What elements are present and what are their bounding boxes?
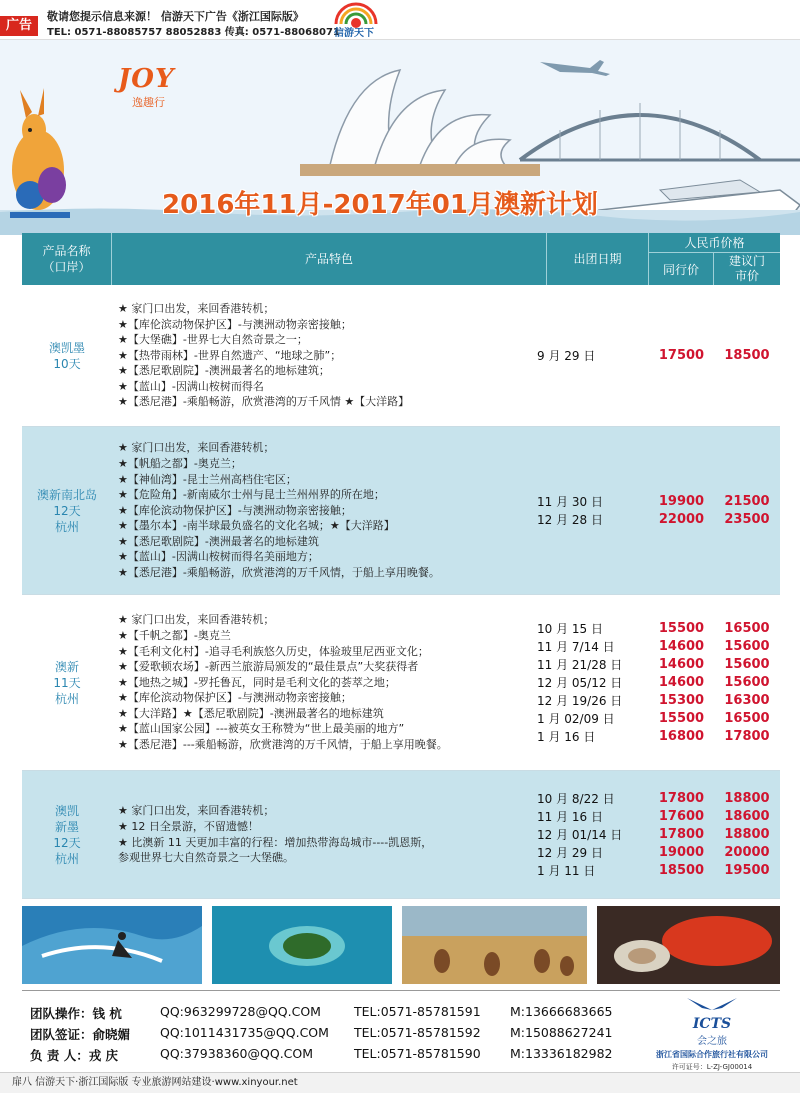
- header-peer-price: 同行价: [649, 253, 714, 285]
- peer-price-line: 22000: [658, 511, 705, 527]
- kangaroos-photo: [402, 906, 587, 984]
- retail-price: [714, 595, 780, 770]
- header-price-group: 人民币价格: [649, 233, 780, 253]
- product-name: [22, 771, 112, 898]
- departure-dates-line: 12 月 29 日: [537, 845, 603, 860]
- departure-dates-line: 12 月 05/12 日: [537, 675, 623, 690]
- retail-price-line: 20000: [724, 844, 770, 860]
- product-features-line: 参观世界七大自然奇景之一大堡礁。: [118, 851, 294, 865]
- contact-tel: TEL:0571-85781592: [354, 1025, 481, 1040]
- departure-dates: [537, 595, 649, 770]
- product-features: [118, 595, 548, 770]
- banner-title: 2016年11月-2017年01月澳新计划: [162, 190, 598, 220]
- banner: [0, 40, 800, 235]
- peer-price: [649, 285, 714, 426]
- departure-dates-line: 1 月 11 日: [537, 863, 596, 878]
- contact-list: [30, 1004, 630, 1067]
- table-row: [22, 285, 780, 427]
- product-features: [118, 771, 548, 898]
- contact-divider: [22, 990, 780, 991]
- retail-price-line: 18800: [724, 790, 770, 806]
- product-features-line: ★ 家门口出发，来回香港转机；: [118, 441, 275, 455]
- product-features-line: ★ 家门口出发，来回香港转机；: [118, 613, 275, 627]
- page-footer: 扉八 信游天下·浙江国际版 专业旅游网站建设·www.xinyour.net: [0, 1072, 800, 1093]
- peer-price-line: 15500: [658, 710, 705, 726]
- retail-price-line: 15600: [724, 674, 770, 690]
- retail-price-line: 16300: [724, 692, 770, 708]
- peer-price-line: 17800: [658, 826, 705, 842]
- product-features: [118, 427, 548, 594]
- contact-qq: QQ:37938360@QQ.COM: [160, 1046, 314, 1061]
- brand-name: JOY: [118, 64, 175, 94]
- product-features-line: ★ 家门口出发，来回香港转机；: [118, 804, 275, 818]
- product-name: [22, 427, 112, 594]
- contact-qq: QQ:1011431735@QQ.COM: [160, 1025, 329, 1040]
- contact-row: [30, 1004, 630, 1025]
- product-features-line: ★【蓝山】-因满山桉树而得名美丽地方；: [118, 550, 319, 564]
- ad-header: [0, 0, 800, 40]
- product-name: [22, 595, 112, 770]
- product-name-line: 10天: [53, 356, 81, 371]
- table-row: [22, 595, 780, 771]
- peer-price-line: 14600: [658, 674, 705, 690]
- itinerary-table: [22, 233, 780, 899]
- product-features-line: ★【毛利文化村】-追寻毛利族悠久历史，体验玻里尼西亚文化；: [118, 644, 429, 658]
- retail-price-line: 15600: [724, 656, 770, 672]
- product-features-line: ★【神仙湾】-昆士兰州高档住宅区；: [118, 472, 297, 486]
- product-features-line: ★【悉尼港】---乘船畅游，欣赏港湾的万千风情，于船上享用晚餐。: [118, 738, 448, 752]
- product-features-line: ★【悉尼歌剧院】-澳洲最著名的地标建筑；: [118, 364, 330, 378]
- peer-price-line: 19900: [658, 493, 705, 509]
- departure-dates-line: 1 月 16 日: [537, 729, 596, 744]
- product-features-line: ★【地热之城】-罗托鲁瓦，同时是毛利文化的荟萃之地；: [118, 675, 396, 689]
- product-features-line: ★【悉尼港】-乘船畅游，欣赏港湾的万千风情 ★【大洋路】: [118, 395, 410, 409]
- product-features-line: ★【大堡礁】-世界七大自然奇景之一；: [118, 333, 308, 347]
- peer-price-line: 17500: [658, 347, 705, 363]
- product-name-line: 杭州: [54, 691, 79, 706]
- table-row: [22, 771, 780, 899]
- wings-icon: [682, 996, 742, 1012]
- photo-strip: [22, 906, 780, 984]
- peer-price: [649, 771, 714, 898]
- table-row: [22, 427, 780, 595]
- product-name-line: 澳新: [54, 659, 79, 674]
- product-features-line: ★【热带雨林】-世界自然遗产、“地球之肺”；: [118, 348, 342, 362]
- peer-price-line: 16800: [658, 728, 705, 744]
- product-name: [22, 285, 112, 426]
- departure-dates-line: 11 月 7/14 日: [537, 639, 615, 654]
- departure-dates-line: 11 月 21/28 日: [537, 657, 623, 672]
- ad-tag: 广告: [0, 16, 38, 36]
- product-features-line: ★ 家门口出发，来回香港转机；: [118, 301, 275, 315]
- product-features-line: ★【蓝山国家公园】---被英女王称赞为“世上最美丽的地方”: [118, 722, 405, 736]
- departure-dates-line: 12 月 28 日: [537, 512, 603, 527]
- peer-price-line: 17600: [658, 808, 705, 824]
- peer-price-line: 17800: [658, 790, 705, 806]
- contact-tel: TEL:0571-85781590: [354, 1046, 481, 1061]
- product-features-line: ★【爱歌顿农场】-新西兰旅游局颁发的“最佳景点”大奖获得者: [118, 660, 419, 674]
- seafood-photo: [597, 906, 780, 984]
- contact-role: 团队操作：钱 杭: [30, 1006, 122, 1021]
- contact-tel: TEL:0571-85781591: [354, 1004, 481, 1019]
- ad-contact: TEL: 0571-88085757 88052883 传真: 0571-88068071: [47, 27, 340, 38]
- retail-price: [714, 427, 780, 594]
- product-features-line: ★【蓝山】-因满山桉树而得名: [118, 379, 264, 393]
- product-features-line: ★【库伦滨动物保护区】-与澳洲动物亲密接触；: [118, 317, 352, 331]
- ad-notice: 敬请您提示信息来源！ 信游天下广告《浙江国际版》: [47, 10, 304, 23]
- contact-role: 负 责 人：戎 庆: [30, 1048, 119, 1063]
- product-name-line: 澳新南北岛: [36, 487, 97, 502]
- retail-price: [714, 285, 780, 426]
- contact-row: [30, 1046, 630, 1067]
- product-features-line: ★【千帆之都】-奥克兰: [118, 628, 231, 642]
- peer-price-line: 14600: [658, 638, 705, 654]
- retail-price: [714, 771, 780, 898]
- departure-dates: [537, 285, 649, 426]
- departure-dates-line: 10 月 8/22 日: [537, 791, 615, 806]
- brand-logo: [118, 64, 175, 110]
- departure-dates: [537, 771, 649, 898]
- departure-dates-line: 9 月 29 日: [537, 348, 596, 363]
- peer-price: [649, 595, 714, 770]
- peer-price-line: 15500: [658, 620, 705, 636]
- peer-price: [649, 427, 714, 594]
- departure-dates-line: 1 月 02/09 日: [537, 711, 615, 726]
- departure-dates: [537, 427, 649, 594]
- header-retail-price: 建议门 市价: [728, 254, 765, 283]
- peer-price-line: 18500: [658, 862, 705, 878]
- product-features-line: ★【帆船之都】-奥克兰；: [118, 456, 242, 470]
- retail-price-line: 18600: [724, 808, 770, 824]
- product-name-line: 11天: [53, 675, 81, 690]
- product-name-line: 12天: [53, 503, 81, 518]
- departure-dates-line: 10 月 15 日: [537, 621, 603, 636]
- ad-logo-text: 信游天下: [334, 28, 374, 39]
- product-name-line: 澳凯墨: [48, 340, 85, 355]
- product-features-line: ★【危险角】-新南威尔士州与昆士兰州州界的所在地；: [118, 488, 385, 502]
- departure-dates-line: 11 月 30 日: [537, 494, 603, 509]
- contact-mobile: M:15088627241: [510, 1025, 613, 1040]
- retail-price-line: 16500: [724, 620, 770, 636]
- product-features-line: ★ 比澳新 11 天更加丰富的行程：增加热带海岛城市----凯恩斯，: [118, 835, 433, 849]
- agency-logo-text: ICTS: [692, 1016, 732, 1032]
- retail-price-line: 21500: [724, 493, 770, 509]
- retail-price-line: 18800: [724, 826, 770, 842]
- product-name-line: 杭州: [54, 851, 79, 866]
- departure-dates-line: 12 月 19/26 日: [537, 693, 623, 708]
- table-header: [22, 233, 780, 285]
- agency-name: 浙江省国际合作旅行社有限公司: [656, 1050, 768, 1059]
- product-name-line: 新墨: [54, 819, 79, 834]
- header-dates: 出团日期: [547, 233, 649, 285]
- header-product-name: 产品名称 （口岸）: [22, 233, 112, 285]
- product-name-line: 澳凯: [54, 803, 79, 818]
- header-features: 产品特色: [112, 233, 547, 285]
- contact-mobile: M:13336182982: [510, 1046, 613, 1061]
- surfing-photo: [22, 906, 202, 984]
- departure-dates-line: 12 月 01/14 日: [537, 827, 623, 842]
- product-name-line: 杭州: [54, 519, 79, 534]
- product-features-line: ★【库伦滨动物保护区】-与澳洲动物亲密接触；: [118, 691, 352, 705]
- departure-dates-line: 11 月 16 日: [537, 809, 603, 824]
- peer-price-line: 14600: [658, 656, 705, 672]
- product-features-line: ★【墨尔本】-南半球最负盛名的文化名城；★【大洋路】: [118, 519, 395, 533]
- product-features-line: ★【悉尼歌剧院】-澳洲最著名的地标建筑: [118, 534, 319, 548]
- product-features-line: ★【大洋路】★【悉尼歌剧院】-澳洲最著名的地标建筑: [118, 706, 384, 720]
- retail-price-line: 18500: [724, 347, 770, 363]
- contact-row: [30, 1025, 630, 1046]
- peer-price-line: 15300: [658, 692, 705, 708]
- contact-qq: QQ:963299728@QQ.COM: [160, 1004, 321, 1019]
- agency-license: 许可证号：L-ZJ-GJ00014: [671, 1063, 753, 1071]
- peer-price-line: 19000: [658, 844, 705, 860]
- contact-role: 团队签证：俞晓媚: [30, 1027, 131, 1042]
- retail-price-line: 23500: [724, 511, 770, 527]
- retail-price-line: 19500: [724, 862, 770, 878]
- product-features-line: ★【悉尼港】-乘船畅游，欣赏港湾的万千风情，于船上享用晚餐。: [118, 566, 440, 580]
- agency-logo: [652, 996, 772, 1072]
- product-features-line: ★ 12 日全景游，不留遗憾！: [118, 819, 259, 833]
- product-name-line: 12天: [53, 835, 81, 850]
- retail-price-line: 16500: [724, 710, 770, 726]
- product-features-line: ★【库伦滨动物保护区】-与澳洲动物亲密接触；: [118, 503, 352, 517]
- contact-mobile: M:13666683665: [510, 1004, 613, 1019]
- retail-price-line: 17800: [724, 728, 770, 744]
- product-features: [118, 285, 548, 426]
- retail-price-line: 15600: [724, 638, 770, 654]
- agency-logo-sub: 会之旅: [697, 1036, 727, 1047]
- island-photo: [212, 906, 392, 984]
- brand-subtitle: 逸趣行: [132, 96, 165, 109]
